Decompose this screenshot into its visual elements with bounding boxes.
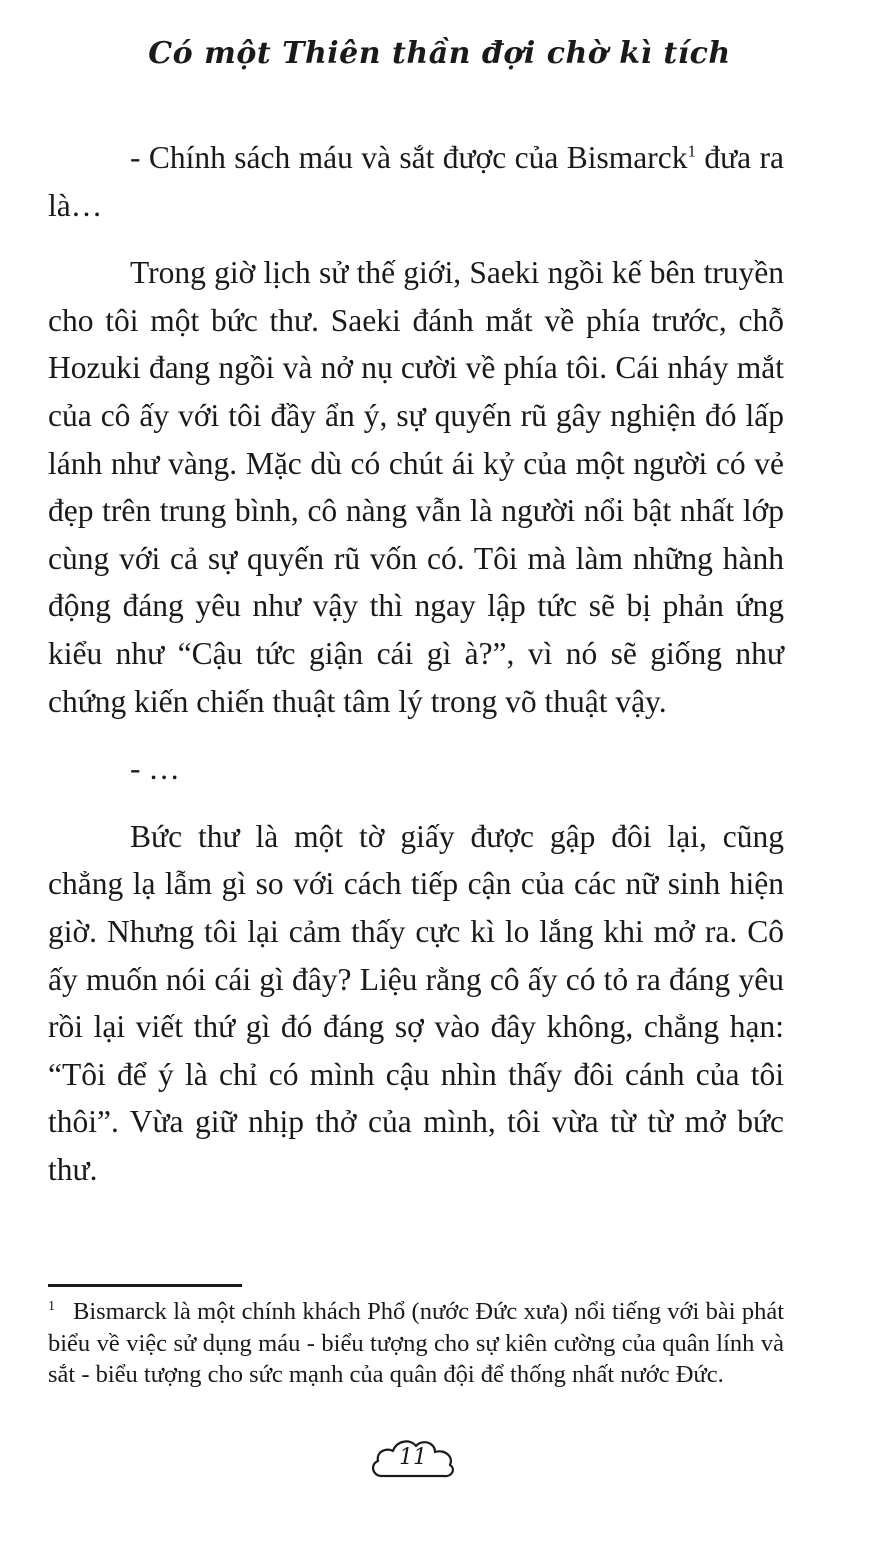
- footnote-mark: 1: [48, 1298, 55, 1314]
- page-number-badge: [368, 1434, 458, 1482]
- paragraph-text: - Chính sách máu và sắt được của Bismarck: [130, 140, 688, 175]
- paragraph: Trong giờ lịch sử thế giới, Saeki ngồi kế bên truyền cho tôi một bức thư. Saeki đánh mắt về phía trước, chỗ Hozuki đang ngồi và nở nụ cười về phía tôi. Cái nháy mắt của cô ấy với tôi đầy ẩn ý, sự quyến rũ gây nghiện đó lấp lánh như vàng. Mặc dù có chút ái kỷ của một người có vẻ đẹp trên trung bình, cô nàng vẫn là người nổi bật nhất lớp cùng với cả sự quyến rũ vốn có. Tôi mà làm những hành động đáng yêu như vậy thì ngay lập tức sẽ bị phản ứng kiểu như “Cậu tức giận cái gì à?”, vì nó sẽ giống như chứng kiến chiến thuật tâm lý trong võ thuật vậy.: [48, 255, 784, 719]
- paragraph: Bức thư là một tờ giấy được gập đôi lại, cũng chẳng lạ lẫm gì so với cách tiếp cận của các nữ sinh hiện giờ. Nhưng tôi lại cảm thấy cực kì lo lắng khi mở ra. Cô ấy muốn nói cái gì đây? Liệu rằng cô ấy có tỏ ra đáng yêu rồi lại viết thứ gì đó đáng sợ vào đây không, chẳng hạn: “Tôi để ý là chỉ có mình cậu nhìn thấy đôi cánh của tôi thôi”. Vừa giữ nhịp thở của mình, tôi vừa từ từ mở bức thư.: [48, 818, 784, 1187]
- paragraph: [48, 134, 784, 229]
- footnote-text: Bismarck là một chính khách Phổ (nước Đức xưa) nổi tiếng với bài phát biểu về việc sử dụng máu - biểu tượng cho sự kiên cường của quân lính và sắt - biểu tượng cho sức mạnh của quân đội để thống nhất nước Đức.: [48, 1298, 784, 1388]
- page-number: 11: [399, 1445, 427, 1470]
- footnote-ref: 1: [687, 141, 696, 161]
- page-header-title: Có một Thiên thần đợi chờ kì tích: [148, 36, 731, 71]
- footnote-divider: [48, 1284, 242, 1287]
- paragraph-text-continued: đưa ra là…: [48, 140, 785, 223]
- footnote: [48, 1296, 784, 1391]
- body-text: [48, 134, 784, 1213]
- paragraph: - …: [130, 751, 180, 787]
